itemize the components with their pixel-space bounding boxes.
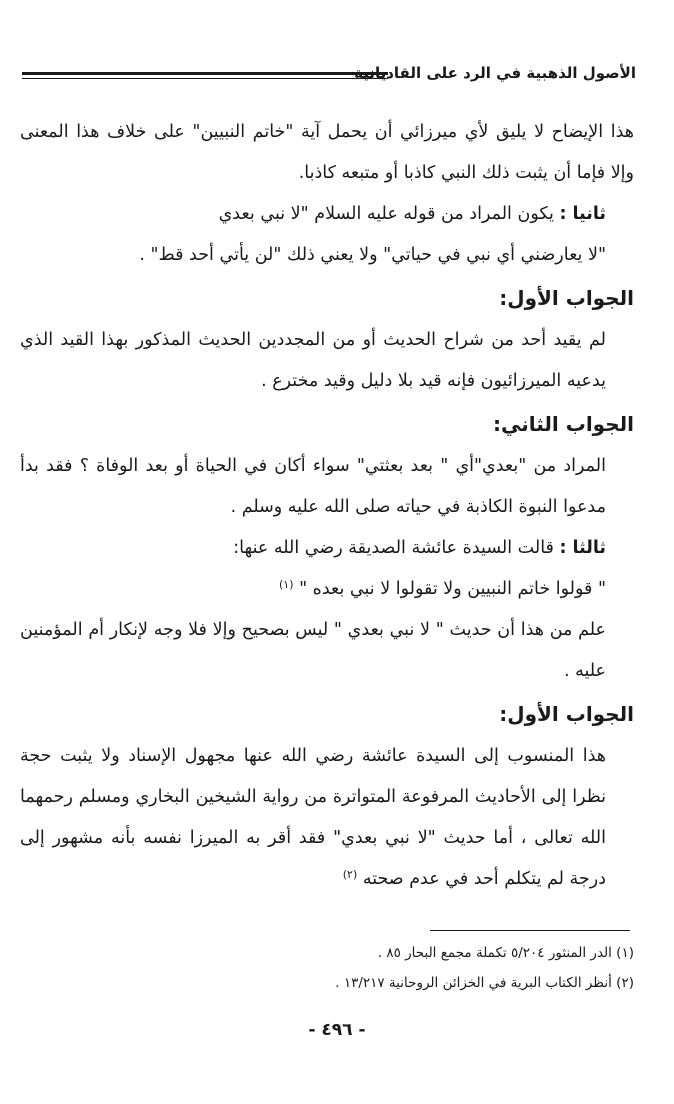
quote-paragraph: "لا يعارضني أي نبي في حياتي" ولا يعني ذلك "لن يأتي أحد قط" .	[139, 245, 606, 265]
book-title: الأصول الذهبية في الرد على القاديانية	[354, 64, 636, 82]
paragraph-text: يكون المراد من قوله عليه السلام "لا نبي بعدي	[218, 204, 560, 224]
paragraph: علم من هذا أن حديث " لا نبي بعدي " ليس بصحيح وإلا فلا وجه لإنكار أم المؤمنين عليه .	[20, 620, 606, 681]
paragraph: هذا الإيضاح لا يليق لأي ميرزائي أن يحمل آية "خاتم النبيين" على خلاف هذا المعنى وإلا فإما أن يثبت ذلك النبي كاذبا أو متبعه كاذبا.	[20, 122, 634, 183]
quote-paragraph	[20, 569, 634, 610]
main-text	[20, 112, 634, 900]
section-heading: الجواب الأول:	[499, 702, 634, 726]
point-lead: ثالثا :	[559, 538, 606, 558]
paragraph	[20, 736, 634, 900]
footnote-divider	[430, 930, 630, 931]
paragraph-text: قالت السيدة عائشة الصديقة رضي الله عنها:	[233, 538, 560, 558]
paragraph	[20, 194, 634, 235]
paragraph: لم يقيد أحد من شراح الحديث أو من المجددين الحديث المذكور بهذا القيد الذي يدعيه الميرزائيون فإنه قيد بلا دليل وقيد مخترع .	[20, 330, 606, 391]
footnote: (١) الدر المنثور ٥/٢٠٤ تكملة مجمع البحار ٨٥ .	[377, 945, 634, 961]
section-heading: الجواب الأول:	[499, 286, 634, 310]
footnote: (٢) أنظر الكتاب البرية في الخزائن الروحانية ١٣/٢١٧ .	[335, 975, 634, 991]
footnote-marker: (١)	[278, 578, 294, 591]
quote-text: " قولوا خاتم النبيين ولا تقولوا لا نبي بعده "	[299, 579, 606, 599]
section-heading: الجواب الثاني:	[492, 412, 634, 436]
paragraph: المراد من "بعدي"أي " بعد بعثتي" سواء أكان في الحياة أو بعد الوفاة ؟ فقد بدأ مدعوا النبوة الكاذبة في حياته صلى الله عليه وسلم .	[20, 456, 606, 517]
paragraph	[20, 528, 634, 569]
page-number: - ٤٩٦ -	[308, 1020, 366, 1040]
point-lead: ثانيا :	[559, 204, 606, 224]
footnote-marker: (٢)	[342, 868, 358, 881]
running-header	[22, 62, 636, 88]
header-double-rule	[22, 72, 388, 79]
paragraph-text: هذا المنسوب إلى السيدة عائشة رضي الله عنها مجهول الإسناد ولا يثبت حجة نظرا إلى الأحاديث المرفوعة المتواترة من رواية الشيخين البخاري ومسلم رحمهما الله تعالى ، أما حديث "لا نبي بعدي" فقد أقر به الميرزا نفسه بأنه مشهور إلى درجة لم يتكلم أحد في عدم صحته	[20, 746, 606, 889]
footnotes	[74, 938, 634, 998]
